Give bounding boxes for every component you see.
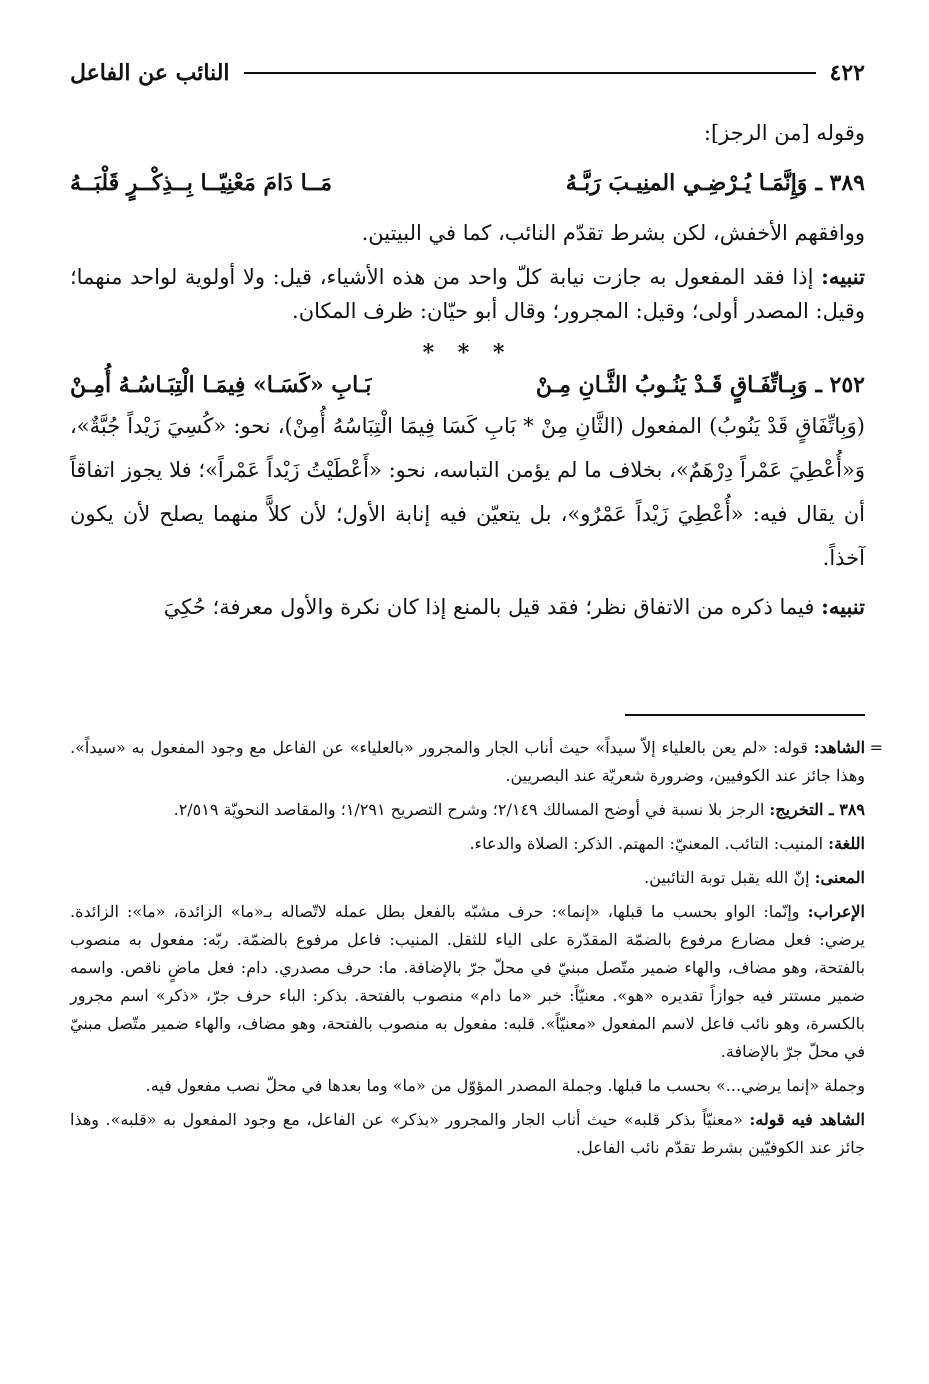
running-title: النائب عن الفاعل (70, 60, 230, 86)
footnote-text: المنيب: التائب. المعنيّ: المهتم. الذكر: الصلاة والدعاء. (469, 834, 824, 853)
footnote-label: ٣٨٩ ـ التخريج: (769, 800, 865, 819)
footnote-label: اللغة: (828, 834, 865, 853)
verse-hemistich-first: وَإِنَّمَـا يُـرْضِـي المنِيـبَ رَبَّـهُ (565, 170, 808, 196)
footnote-lugha (70, 830, 865, 858)
footnote-text: وجملة «إنما يرضي...» بحسب ما قبلها. وجملة المصدر المؤوّل من «ما» وما بعدها في محلّ نصب مفعول فيه. (145, 1076, 865, 1095)
verse-number: ٢٥٢ ـ (815, 372, 865, 398)
verse-389 (70, 170, 865, 196)
explanation-paragraph: (وَبِاتِّفَاقٍ قَدْ يَنُوبُ) المفعول (الثَّانِ مِنْ * بَابِ كَسَا فِيمَا الْتِبَاسُهُ أُمِنْ)، نحو: «كُسِيَ زَيْداً جُبَّةٌ»، وَ«أُعْطِيَ عَمْراً دِرْهَمٌ»، بخلاف ما لم يؤمن التباسه، نحو: «أَعْطَيْتُ زَيْداً عَمْراً»؛ فلا يجوز اتفاقاً أن يقال فيه: «أُعْطِيَ زَيْداً عَمْرٌو»، بل يتعيّن فيه إنابة الأول؛ لأن كلاًّ منهما يصلح لأن يكون آخذاً. (70, 414, 865, 570)
header-rule (244, 72, 816, 74)
footnote-label: المعنى: (814, 868, 865, 887)
section-separator: * * * (422, 340, 513, 366)
verse-number: ٣٨٩ ـ (815, 170, 865, 196)
tanbih-note-second (70, 588, 865, 626)
footnote-shahid-second (70, 1106, 865, 1162)
tanbih-note (70, 260, 865, 328)
footnote-label: الإعراب: (807, 902, 865, 921)
footnote-irab (70, 898, 865, 1066)
footnote-shahid (70, 734, 865, 790)
after-verse-line: ووافقهم الأخفش، لكن بشرط تقدّم النائب، كما في البيتين. (361, 221, 865, 245)
footnote-takhrij (70, 796, 865, 824)
footnote-mana (70, 864, 865, 892)
footnote-text: وإنّما: الواو بحسب ما قبلها، «إنما»: حرف مشبّه بالفعل بطل عمله لاتّصاله بـ«ما» الزائدة، «ما»: الزائدة. يرضي: فعل مضارع مرفوع بالضمّة المقدّرة على الياء للثقل. المنيب: فاعل مرفوع بالضمّة. ربّه: مفعول به منصوب بالفتحة، وهو مضاف، والهاء ضمير متّصل مبنيّ في محلّ جرّ بالإضافة. ما: حرف مصدري. دام: فعل ماضٍ ناقص. واسمه ضمير مستتر فيه جوازاً تقديره «هو». معنيّاً: خبر «ما دام» منصوب بالفتحة. بذكر: الباء حرف جرّ، «ذكر» اسم مجرور بالكسرة، وهو نائب فاعل لاسم المفعول «معنيّاً». قلبه: مفعول به منصوب بالفتحة، وهو مضاف، والهاء ضمير متّصل مبنيّ في محلّ جرّ بالإضافة. (70, 902, 865, 1061)
main-text (70, 118, 865, 634)
verse-252 (70, 372, 865, 398)
footnote-text: قوله: «لم يعن بالعلياء إلاّ سيداً» حيث أناب الجار والمجرور «بالعلياء» عن الفاعل مع وجود المفعول به «سيداً». وهذا جائز عند الكوفيين، وضرورة شعريّة عند البصريين. (70, 738, 865, 785)
page-header (70, 58, 865, 88)
footnote-continuation-mark: = (869, 738, 883, 757)
footnote-text: إنّ الله يقبل توبة التائبين. (644, 868, 810, 887)
verse-hemistich-first: وَبِـاتِّفَـاقٍ قَـدْ يَنُـوبُ الثَّـانِ مِـنْ (535, 372, 808, 398)
footnote-label: الشاهد: (813, 738, 866, 757)
tanbih-label: تنبيه: (821, 594, 865, 619)
tanbih-text: إذا فقد المفعول به جازت نيابة كلّ واحد من هذه الأشياء، قيل: ولا أولوية لواحد منهما؛ وقيل: المصدر أولى؛ وقيل: المجرور؛ وقال أبو حيّان: ظرف المكان. (70, 265, 865, 323)
footnote-text: الرجز بلا نسبة في أوضح المسالك ٢/١٤٩؛ وشرح التصريح ١/٢٩١؛ والمقاصد النحويّة ٢/٥١٩. (173, 800, 765, 819)
footnotes (70, 734, 865, 1168)
intro-line: وقوله [من الرجز]: (703, 121, 865, 145)
page-number: ٤٢٢ (829, 60, 865, 86)
footnote-text: «معنيّاً بذكر قلبه» حيث أناب الجار والمجرور «بذكر» عن الفاعل، مع وجود المفعول به «قلبه». وهذا جائز عند الكوفيّين بشرط تقدّم نائب الفاعل. (70, 1110, 865, 1157)
verse-hemistich-second: مَــا دَامَ مَعْنِيّــا بِــذِكْــرٍ قَلْبَــهُ (70, 170, 333, 196)
tanbih-label: تنبيه: (821, 264, 865, 289)
verse-hemistich-second: بَـابِ «كَسَـا» فِيمَـا الْتِبَـاسُـهُ أُمِـنْ (70, 372, 372, 398)
footnote-label: الشاهد فيه قوله: (749, 1110, 865, 1129)
tanbih-text: فيما ذكره من الاتفاق نظر؛ فقد قيل بالمنع إذا كان نكرة والأول معرفة؛ حُكِيَ (163, 595, 815, 619)
footnote-rule (625, 714, 865, 716)
footnote-jumla (70, 1072, 865, 1100)
